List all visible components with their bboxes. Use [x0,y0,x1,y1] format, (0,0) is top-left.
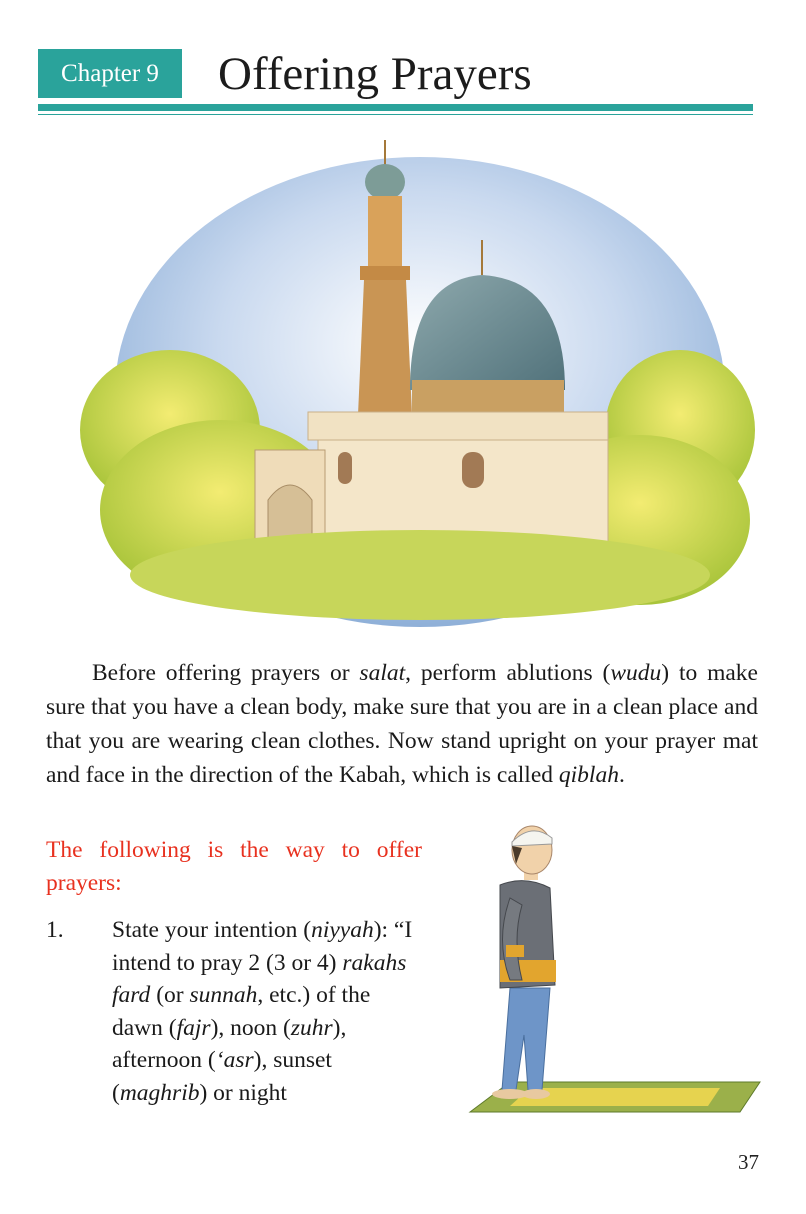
step-text: State your intention (niyyah): “I intend to pray 2 (3 or 4) rakahs fard (or sunnah, etc.) of the dawn (fajr), noon (zuhr), afternoon (‘asr), sunset (maghrib) or night [112,917,413,1106]
title-rule [38,104,753,111]
mosque-illustration [80,130,760,635]
intro-paragraph: Before offering prayers or salat, perform ablutions (wudu) to make sure that you have a clean body, make sure that you are in a clean place and that you are wearing clean clothes. Now stand upright on your prayer mat and face in the direction of the Kabah, which is called qiblah. [46,660,758,788]
page-number: 37 [738,1150,759,1174]
steps-heading: The following is the way to offer prayers: [46,837,422,896]
step-number: 1. [46,917,64,943]
page-title: Offering Prayers [218,48,532,100]
praying-boy-illustration [450,820,770,1125]
chapter-badge: Chapter 9 [38,49,182,98]
